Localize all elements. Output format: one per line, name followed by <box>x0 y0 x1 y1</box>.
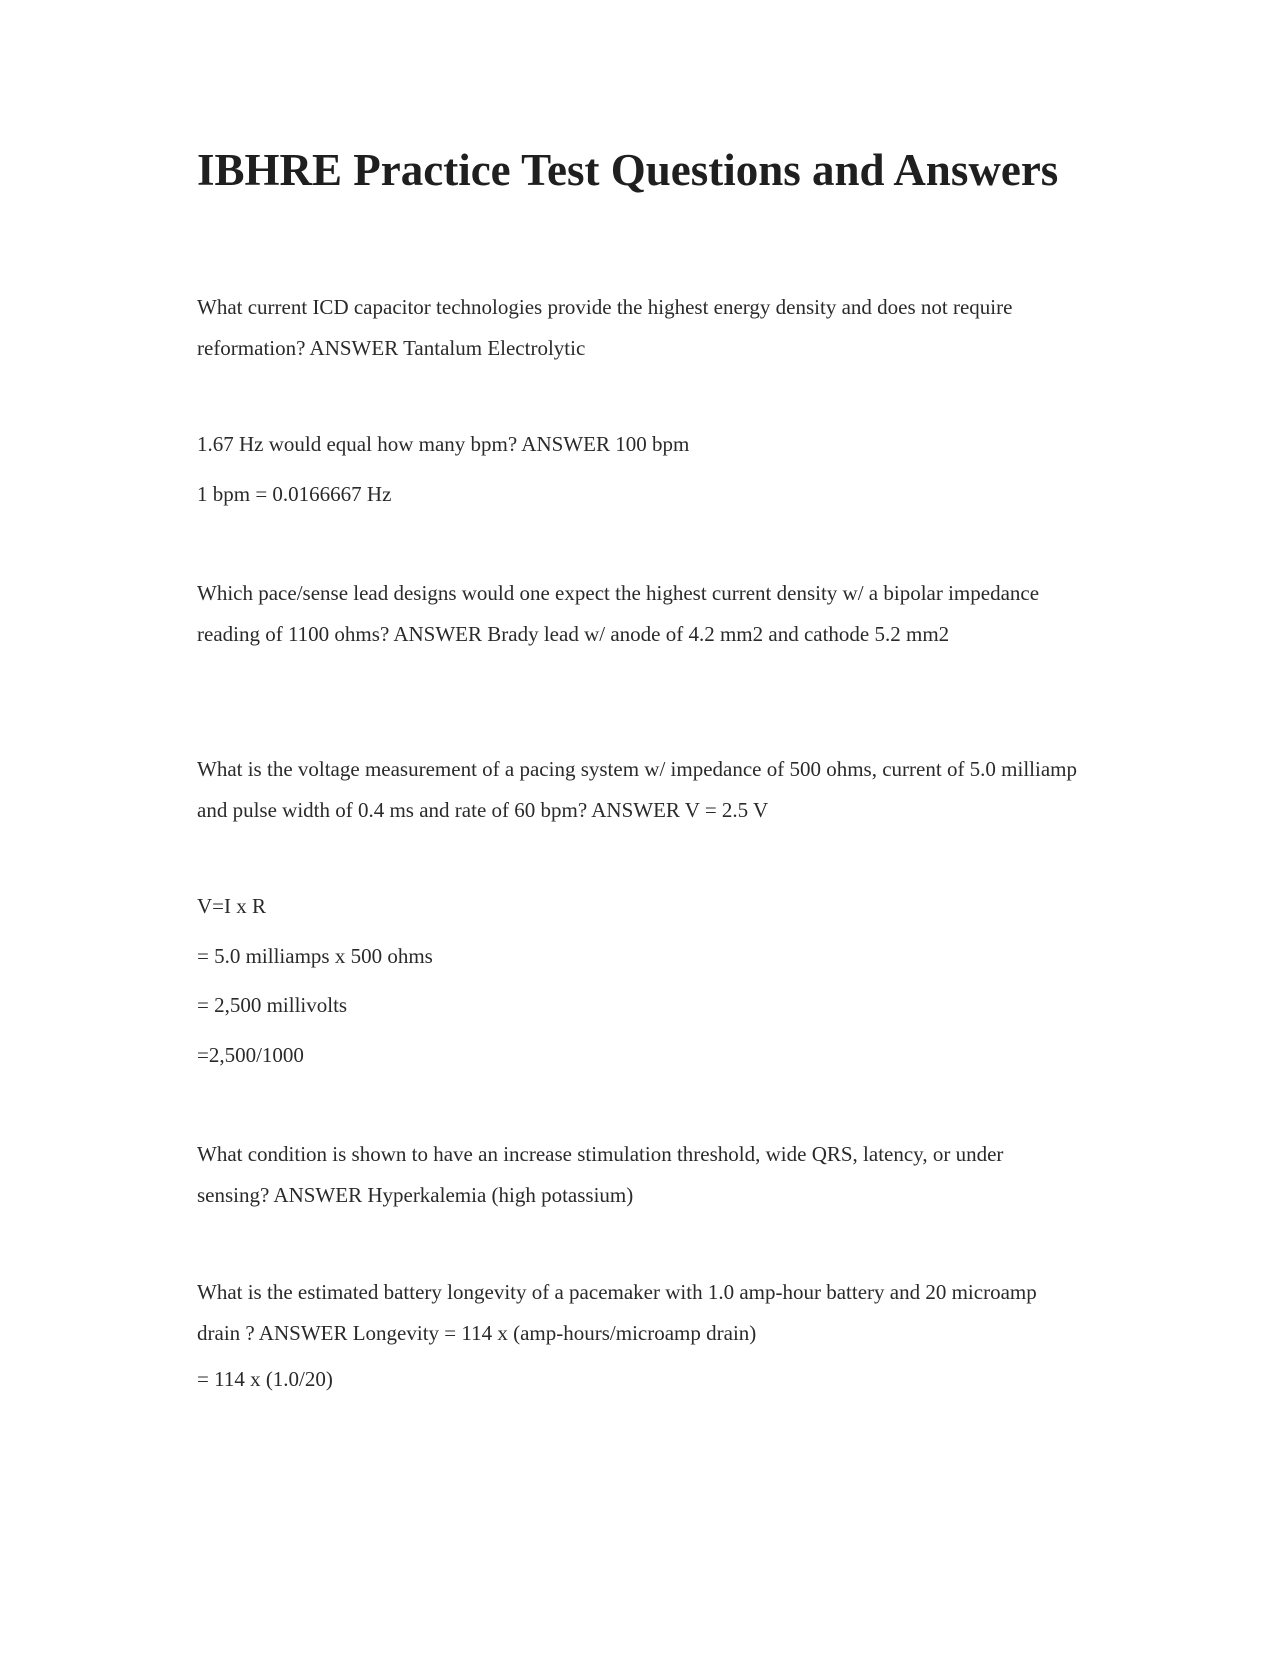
formula-longevity: = 114 x (1.0/20) <box>197 1367 333 1391</box>
page-title: IBHRE Practice Test Questions and Answers <box>197 145 1059 195</box>
question-icd-capacitor: What current ICD capacitor technologies provide the highest energy density and does not require reformation? ANSWER Tantalum Electrolytic <box>197 295 1013 360</box>
note-bpm-conversion: 1 bpm = 0.0166667 Hz <box>197 482 392 506</box>
formula-line-2: = 5.0 milliamps x 500 ohms <box>197 944 433 968</box>
formula-line-1: V=I x R <box>197 894 267 918</box>
formula-line-4: =2,500/1000 <box>197 1043 304 1067</box>
formula-line-3: = 2,500 millivolts <box>197 993 348 1017</box>
question-hz-to-bpm: 1.67 Hz would equal how many bpm? ANSWER 100 bpm <box>197 432 690 456</box>
question-hyperkalemia: What condition is shown to have an increase stimulation threshold, wide QRS, latency, or under sensing? ANSWER Hyperkalemia (high potassium) <box>197 1142 1004 1207</box>
question-voltage-measurement: What is the voltage measurement of a pacing system w/ impedance of 500 ohms, current of 5.0 milliamp and pulse width of 0.4 ms and rate of 60 bpm? ANSWER V = 2.5 V <box>197 757 1078 822</box>
question-current-density: Which pace/sense lead designs would one expect the highest current density w/ a bipolar impedance reading of 1100 ohms? ANSWER Brady lead w/ anode of 4.2 mm2 and cathode 5.2 mm2 <box>197 581 1040 646</box>
question-battery-longevity: What is the estimated battery longevity of a pacemaker with 1.0 amp-hour battery and 20 microamp drain ? ANSWER Longevity = 114 x (amp-hours/microamp drain) <box>197 1280 1037 1345</box>
